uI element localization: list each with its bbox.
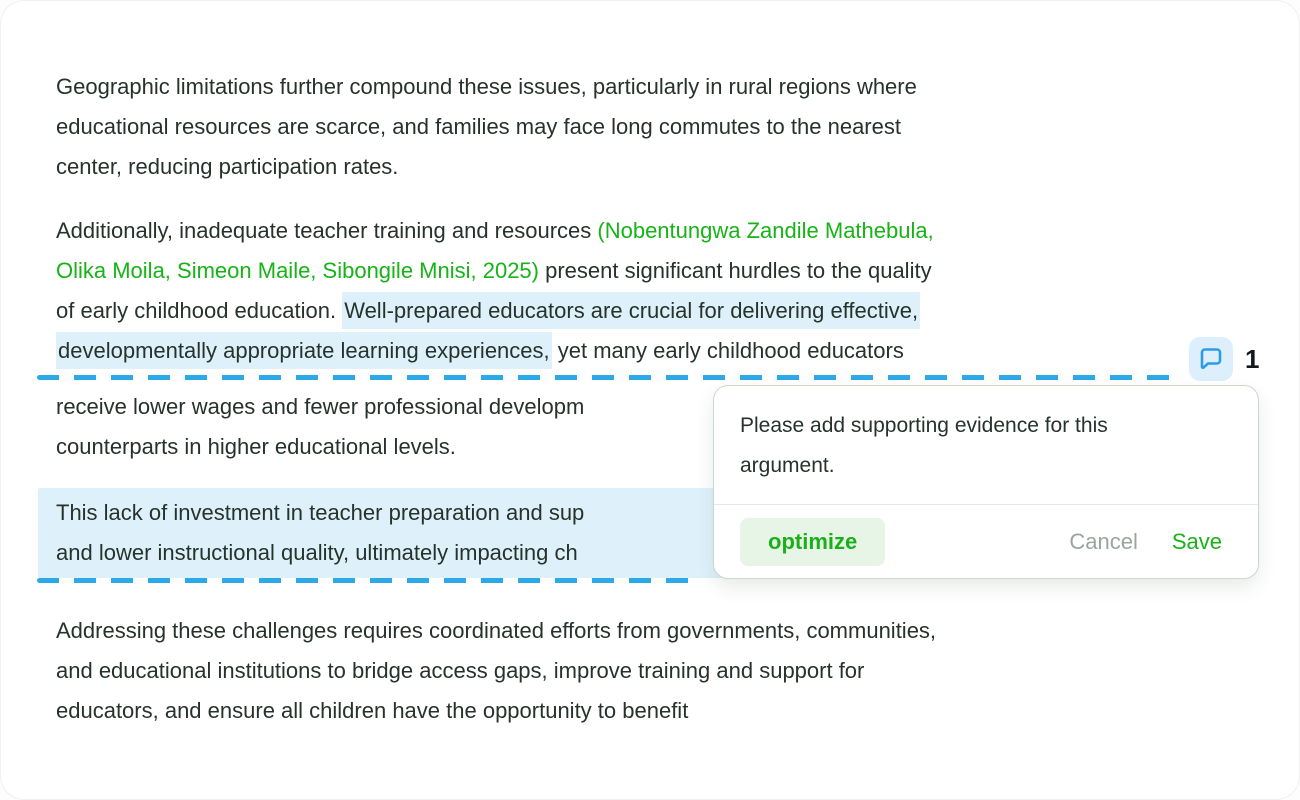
citation-text: (Nobentungwa Zandile Mathebula,: [597, 218, 934, 243]
optimize-button[interactable]: optimize: [740, 518, 885, 566]
comment-popup: [713, 385, 1259, 579]
text-line: [56, 691, 936, 731]
comment-anchor-divider-2: [37, 578, 701, 583]
body-text: present significant hurdles to the quality: [539, 258, 932, 283]
comment-count: 1: [1245, 343, 1260, 374]
popup-footer: [714, 505, 1258, 578]
cancel-button[interactable]: Cancel: [1069, 528, 1138, 554]
paragraph-geographic-limitations[interactable]: [56, 67, 917, 187]
text-line: [56, 427, 584, 467]
paragraph-teacher-training[interactable]: [56, 211, 934, 371]
text-line: [56, 67, 917, 107]
body-text: This lack of investment in teacher preparation and sup: [56, 500, 585, 525]
text-line: [56, 251, 934, 291]
body-text: and lower instructional quality, ultimately impacting ch: [56, 540, 578, 565]
body-text: counterparts in higher educational levels.: [56, 434, 456, 459]
body-text: educational resources are scarce, and families may face long commutes to the nearest: [56, 114, 901, 139]
text-line: [56, 147, 917, 187]
body-text: Geographic limitations further compound these issues, particularly in rural regions where: [56, 74, 917, 99]
text-line: [56, 331, 934, 371]
body-text: yet many early childhood educators: [551, 338, 904, 363]
chat-bubble-icon[interactable]: [1189, 337, 1233, 381]
comment-anchor-divider-1: [37, 375, 1181, 380]
text-line: [56, 651, 936, 691]
comment-marker[interactable]: [1189, 337, 1259, 381]
text-line: [56, 291, 934, 331]
body-text: Addressing these challenges requires coordinated efforts from governments, communities,: [56, 618, 937, 643]
highlighted-text: Well-prepared educators are crucial for delivering effective,: [342, 292, 920, 329]
body-text: of early childhood education.: [56, 298, 343, 323]
body-text: and educational institutions to bridge access gaps, improve training and support for: [56, 658, 865, 683]
body-text: Additionally, inadequate teacher training and resources: [56, 218, 598, 243]
paragraph-lower-wages[interactable]: [56, 387, 584, 467]
text-line: [56, 387, 584, 427]
text-line: [56, 211, 934, 251]
body-text: educators, and ensure all children have the opportunity to benefit: [56, 698, 689, 723]
text-line: [56, 107, 917, 147]
citation-text: Olika Moila, Simeon Maile, Sibongile Mnisi, 2025): [56, 258, 539, 283]
paragraph-addressing-challenges[interactable]: [56, 611, 936, 731]
body-text: receive lower wages and fewer professional developm: [56, 394, 585, 419]
save-button[interactable]: Save: [1171, 528, 1222, 554]
body-text: center, reducing participation rates.: [56, 154, 399, 179]
text-line: [56, 611, 936, 651]
highlighted-text: developmentally appropriate learning experiences,: [56, 332, 552, 369]
comment-message[interactable]: Please add supporting evidence for this argument.: [740, 414, 1108, 477]
